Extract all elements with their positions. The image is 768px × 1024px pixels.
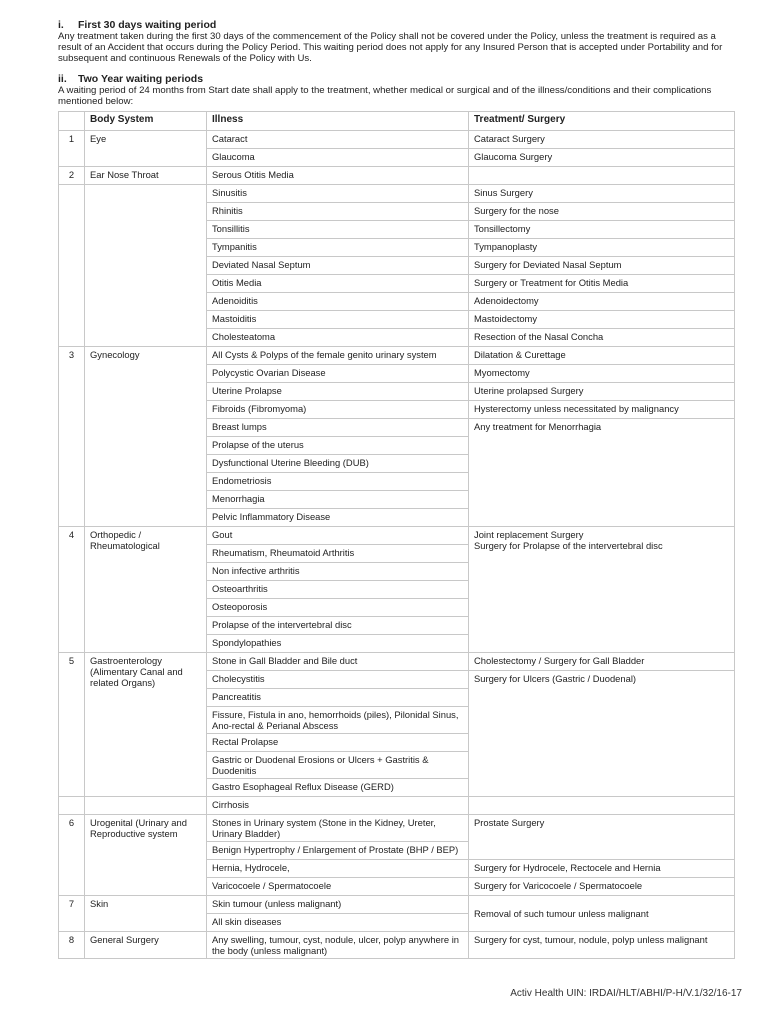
treatment-cell: Joint replacement Surgery Surgery for Prolapse of the intervertebral disc [469,527,735,653]
body-system-cell [85,797,207,815]
illness-cell: Varicocoele / Spermatocoele [207,878,469,896]
header-treatment: Treatment/ Surgery [469,112,735,131]
illness-cell: Dysfunctional Uterine Bleeding (DUB) [207,455,469,473]
illness-cell: Stone in Gall Bladder and Bile duct [207,653,469,671]
treatment-cell: Surgery for Varicocoele / Spermatocoele [469,878,735,896]
table-header-row [59,112,735,131]
body-system-cell: Ear Nose Throat [85,167,207,185]
illness-cell: Cholesteatoma [207,329,469,347]
treatment-cell: Surgery for cyst, tumour, nodule, polyp unless malignant [469,932,735,959]
illness-cell: All Cysts & Polyps of the female genito urinary system [207,347,469,365]
treatment-cell: Removal of such tumour unless malignant [469,896,735,932]
illness-cell: All skin diseases [207,914,469,932]
treatment-cell: Tympanoplasty [469,239,735,257]
illness-cell: Gastric or Duodenal Erosions or Ulcers + Gastritis & Duodenitis [207,752,469,779]
treatment-cell: Cholestectomy / Surgery for Gall Bladder [469,653,735,671]
illness-cell: Rheumatism, Rheumatoid Arthritis [207,545,469,563]
footer-uin: Activ Health UIN: IRDAI/HLT/ABHI/P-H/V.1/32/16-17 [510,988,742,999]
section-text: Any treatment taken during the first 30 days of the commencement of the Policy shall not be covered under the Policy, unless the treatment is required as a result of an Accident that occurs during the Policy Period. This waiting period does not apply for any Insured Person that is accepted under Portability and for subsequent and continuous Renewals of the Policy with Us. [58,31,723,64]
illness-cell: Osteoporosis [207,599,469,617]
treatment-cell: Surgery for Hydrocele, Rectocele and Hernia [469,860,735,878]
illness-cell: Tonsillitis [207,221,469,239]
treatment-cell: Surgery for Deviated Nasal Septum [469,257,735,275]
section-heading [58,73,738,85]
illness-cell: Adenoiditis [207,293,469,311]
row-number: 7 [59,896,85,932]
illness-cell: Rhinitis [207,203,469,221]
header-body-system: Body System [85,112,207,131]
illness-cell: Spondylopathies [207,635,469,653]
illness-cell: Pelvic Inflammatory Disease [207,509,469,527]
section-title: Two Year waiting periods [78,73,204,85]
table-row [59,815,735,842]
body-system-cell: Urogenital (Urinary and Reproductive system [85,815,207,896]
illness-cell: Cirrhosis [207,797,469,815]
treatment-cell: Adenoidectomy [469,293,735,311]
body-system-cell: Skin [85,896,207,932]
illness-cell: Prolapse of the uterus [207,437,469,455]
row-number: 8 [59,932,85,959]
body-system-cell: Gynecology [85,347,207,527]
table-row [59,131,735,149]
illness-cell: Menorrhagia [207,491,469,509]
illness-cell: Any swelling, tumour, cyst, nodule, ulcer, polyp anywhere in the body (unless malignant) [207,932,469,959]
table-row [59,527,735,545]
treatment-cell: Tonsillectomy [469,221,735,239]
illness-cell: Glaucoma [207,149,469,167]
row-number: 6 [59,815,85,896]
table-row [59,896,735,914]
section-number: i. [58,19,64,31]
table-row [59,167,735,185]
illness-cell: Tympanitis [207,239,469,257]
illness-cell: Benign Hypertrophy / Enlargement of Prostate (BHP / BEP) [207,842,469,860]
illness-cell: Uterine Prolapse [207,383,469,401]
treatment-cell: Hysterectomy unless necessitated by malignancy [469,401,735,419]
row-number: 1 [59,131,85,167]
table-row [59,185,735,203]
illness-cell: Pancreatitis [207,689,469,707]
treatment-cell: Dilatation & Curettage [469,347,735,365]
treatment-cell: Glaucoma Surgery [469,149,735,167]
treatment-cell: Mastoidectomy [469,311,735,329]
body-system-cell: Orthopedic / Rheumatological [85,527,207,653]
illness-cell: Gastro Esophageal Reflux Disease (GERD) [207,779,469,797]
illness-cell: Endometriosis [207,473,469,491]
illness-cell: Skin tumour (unless malignant) [207,896,469,914]
illness-cell: Fissure, Fistula in ano, hemorrhoids (piles), Pilonidal Sinus, Ano-rectal & Perianal Abscess [207,707,469,734]
illness-cell: Cataract [207,131,469,149]
illness-cell: Prolapse of the intervertebral disc [207,617,469,635]
body-system-cell: Eye [85,131,207,167]
illness-cell: Mastoiditis [207,311,469,329]
illness-cell: Hernia, Hydrocele, [207,860,469,878]
illness-cell: Otitis Media [207,275,469,293]
treatment-cell: Surgery for Ulcers (Gastric / Duodenal) [469,671,735,797]
illness-cell: Fibroids (Fibromyoma) [207,401,469,419]
section-title: First 30 days waiting period [78,19,217,31]
treatment-cell: Resection of the Nasal Concha [469,329,735,347]
section-number: ii. [58,73,67,85]
illness-cell: Stones in Urinary system (Stone in the Kidney, Ureter, Urinary Bladder) [207,815,469,842]
treatment-cell: Uterine prolapsed Surgery [469,383,735,401]
treatment-cell: Prostate Surgery [469,815,735,860]
treatment-cell: Cataract Surgery [469,131,735,149]
illness-cell: Non infective arthritis [207,563,469,581]
treatment-cell: Myomectomy [469,365,735,383]
treatment-cell: Surgery or Treatment for Otitis Media [469,275,735,293]
table-row [59,932,735,959]
body-system-cell: General Surgery [85,932,207,959]
treatment-cell: Sinus Surgery [469,185,735,203]
illness-cell: Cholecystitis [207,671,469,689]
table-row [59,797,735,815]
illness-cell: Osteoarthritis [207,581,469,599]
body-system-cell [85,185,207,347]
treatment-cell [469,167,735,185]
row-number: 2 [59,167,85,185]
row-number [59,185,85,347]
illness-cell: Gout [207,527,469,545]
row-number [59,797,85,815]
treatment-cell: Surgery for the nose [469,203,735,221]
illness-cell: Serous Otitis Media [207,167,469,185]
table-row [59,653,735,671]
section-first-30-days [58,19,738,64]
illness-cell: Breast lumps [207,419,469,437]
row-number: 4 [59,527,85,653]
header-number [59,112,85,131]
treatment-cell [469,797,735,815]
section-two-year-waiting [58,73,738,107]
illness-cell: Rectal Prolapse [207,734,469,752]
section-heading [58,19,738,31]
body-system-cell: Gastroenterology (Alimentary Canal and related Organs) [85,653,207,797]
row-number: 5 [59,653,85,797]
illness-cell: Sinusitis [207,185,469,203]
illness-cell: Deviated Nasal Septum [207,257,469,275]
treatment-cell: Any treatment for Menorrhagia [469,419,735,527]
header-illness: Illness [207,112,469,131]
row-number: 3 [59,347,85,527]
table-row [59,347,735,365]
waiting-period-table [58,111,735,959]
illness-cell: Polycystic Ovarian Disease [207,365,469,383]
section-text: A waiting period of 24 months from Start date shall apply to the treatment, whether medical or surgical and of the illness/conditions and their complications mentioned below: [58,85,712,107]
